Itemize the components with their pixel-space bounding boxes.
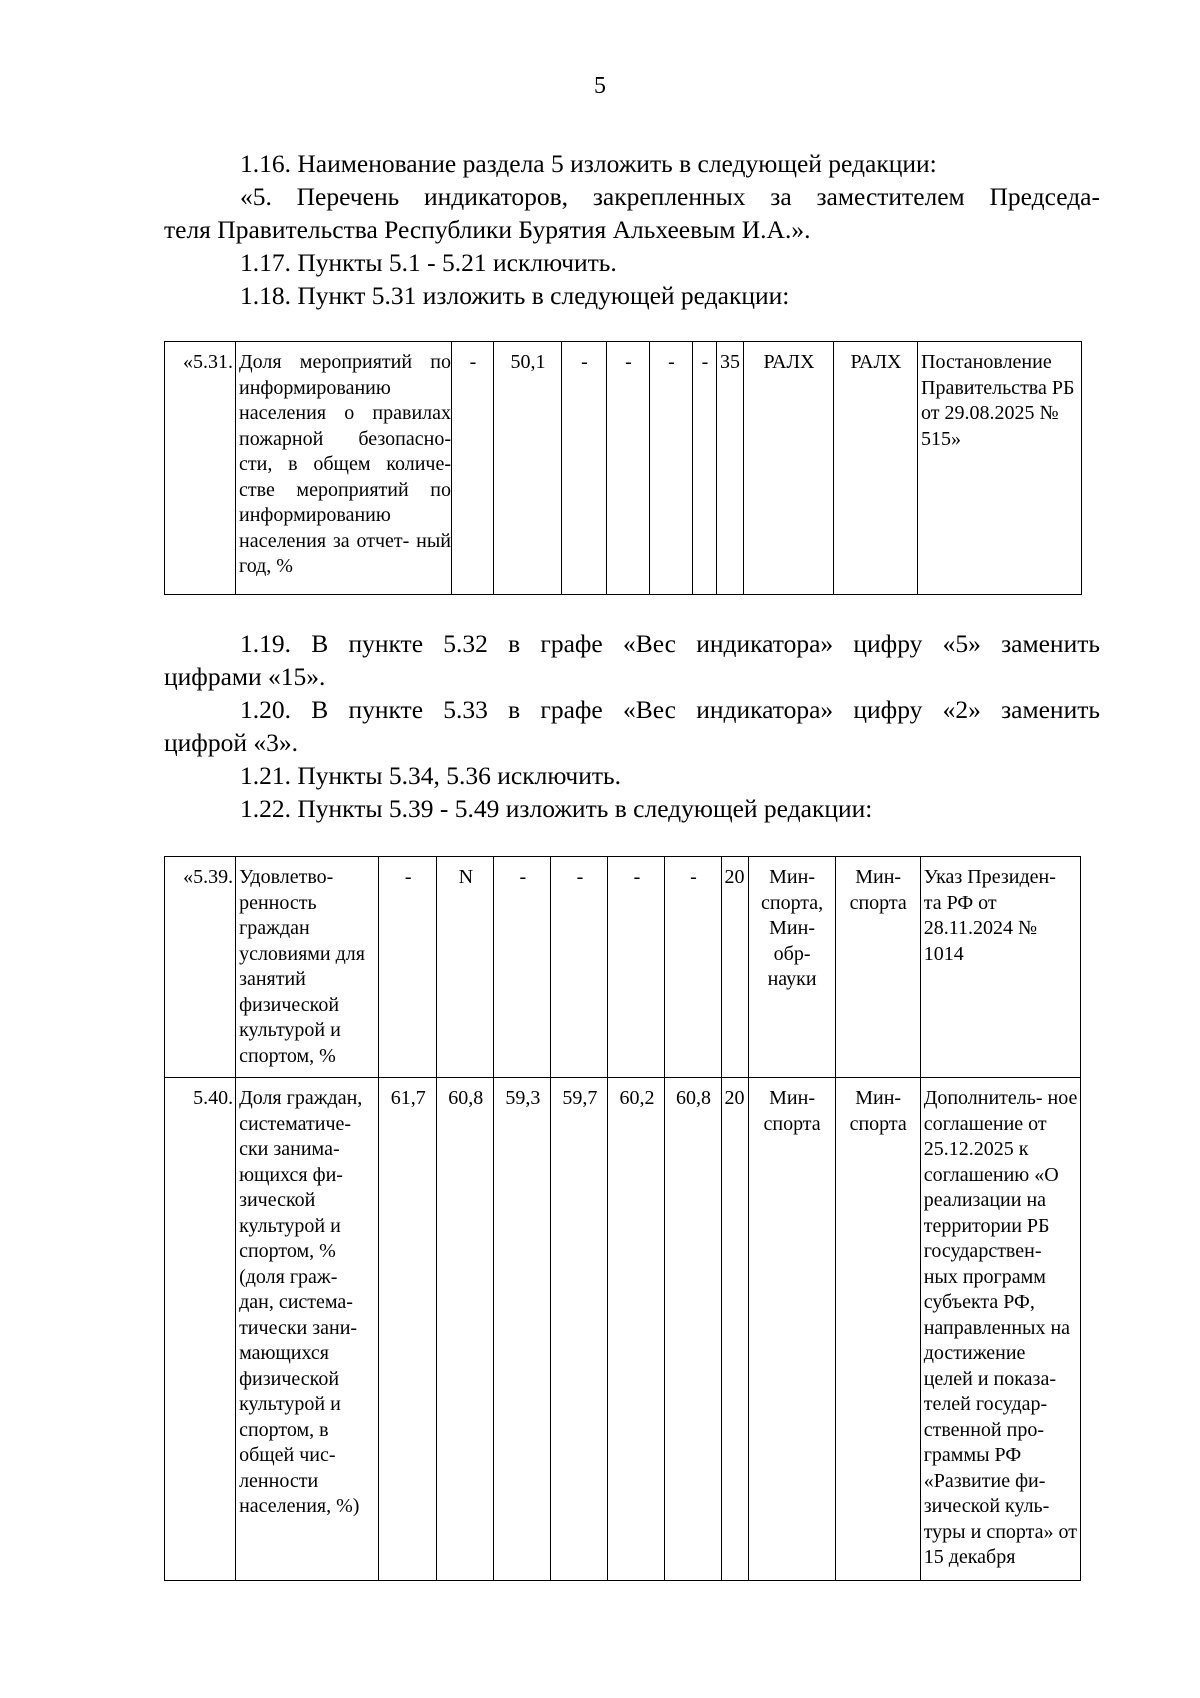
row-number: 5.40. <box>165 1078 236 1581</box>
value-cell: - <box>607 342 650 595</box>
responsible-2: Мин- спорта <box>835 857 920 1078</box>
paragraph-1-19-line-2: цифрами «15». <box>164 662 326 691</box>
indicator-weight: 20 <box>721 1078 748 1581</box>
table-row <box>165 857 1081 1078</box>
value-cell: - <box>379 857 437 1078</box>
value-cell: 59,3 <box>494 1078 551 1581</box>
responsible-1: Мин- спорта, Мин- обр- науки <box>748 857 835 1078</box>
value-cell: - <box>665 857 721 1078</box>
paragraph-1-20-line-2: цифрой «3». <box>164 728 298 757</box>
paragraph-1-18: 1.18. Пункт 5.31 изложить в следующей редакции: <box>240 281 790 310</box>
responsible-2: Мин- спорта <box>835 1078 920 1581</box>
value-cell: - <box>608 857 665 1078</box>
indicator-name: Доля мероприятий по информированию населения о правилах пожарной безопасно- сти, в общем количе- стве мероприятий по информированию населения за отчет- ный год, % <box>236 342 452 595</box>
indicator-name: Доля граждан, систематиче- ски занима- ющихся фи- зической культурой и спортом, % (доля граж- дан, система- тически зани- мающихся физической культурой и спортом, в общей чис- ленности населения, %) <box>236 1078 379 1581</box>
value-cell: 59,7 <box>551 1078 608 1581</box>
page-number: 5 <box>594 73 606 99</box>
paragraph-1-16: 1.16. Наименование раздела 5 изложить в следующей редакции: <box>240 149 937 178</box>
table-row <box>165 1078 1081 1581</box>
legal-basis: Постановление Правительства РБ от 29.08.2025 № 515» <box>918 342 1082 595</box>
indicator-table-5-31 <box>164 341 1082 595</box>
indicator-name: Удовлетво- ренность граждан условиями для занятий физической культурой и спортом, % <box>236 857 379 1078</box>
value-cell: - <box>494 857 551 1078</box>
value-cell: 60,8 <box>665 1078 721 1581</box>
value-cell: 60,2 <box>608 1078 665 1581</box>
value-cell: - <box>693 342 717 595</box>
intro-paragraphs <box>164 147 1100 312</box>
paragraph-1-20-line-1: 1.20. В пункте 5.33 в графе «Вес индикатора» цифру «2» заменить <box>240 695 1100 724</box>
value-cell: 60,8 <box>437 1078 494 1581</box>
legal-basis: Указ Президен- та РФ от 28.11.2024 № 1014 <box>920 857 1080 1078</box>
indicator-table-5-39 <box>164 856 1081 1581</box>
row-number: «5.39. <box>165 857 236 1078</box>
indicator-weight: 35 <box>717 342 744 595</box>
value-cell: - <box>562 342 607 595</box>
value-cell: - <box>452 342 494 595</box>
value-cell: 61,7 <box>379 1078 437 1581</box>
paragraph-1-17: 1.17. Пункты 5.1 - 5.21 исключить. <box>240 248 617 277</box>
legal-basis: Дополнитель- ное соглашение от 25.12.2025 к соглашению «О реализации на территории РБ государствен- ных программ субъекта РФ, направленных на достижение целей и показа- телей государ- ственной про- граммы РФ «Развитие фи- зической куль- туры и спорта» от 15 декабря <box>920 1078 1080 1581</box>
section-title-line-2: теля Правительства Республики Бурятия Альхеевым И.А.». <box>164 215 811 244</box>
value-cell: - <box>551 857 608 1078</box>
indicator-weight: 20 <box>721 857 748 1078</box>
responsible-2: РАЛХ <box>834 342 918 595</box>
paragraph-1-19-line-1: 1.19. В пункте 5.32 в графе «Вес индикатора» цифру «5» заменить <box>240 629 1100 658</box>
value-cell: N <box>437 857 494 1078</box>
responsible-1: Мин- спорта <box>748 1078 835 1581</box>
table-row <box>165 342 1082 595</box>
value-cell: - <box>650 342 693 595</box>
paragraph-1-21: 1.21. Пункты 5.34, 5.36 исключить. <box>240 761 622 790</box>
middle-paragraphs <box>164 627 1100 825</box>
row-number: «5.31. <box>165 342 236 595</box>
value-cell: 50,1 <box>494 342 562 595</box>
paragraph-1-22: 1.22. Пункты 5.39 - 5.49 изложить в следующей редакции: <box>240 794 873 823</box>
responsible-1: РАЛХ <box>744 342 834 595</box>
section-title-line-1: «5. Перечень индикаторов, закрепленных за заместителем Председа- <box>240 182 1100 211</box>
